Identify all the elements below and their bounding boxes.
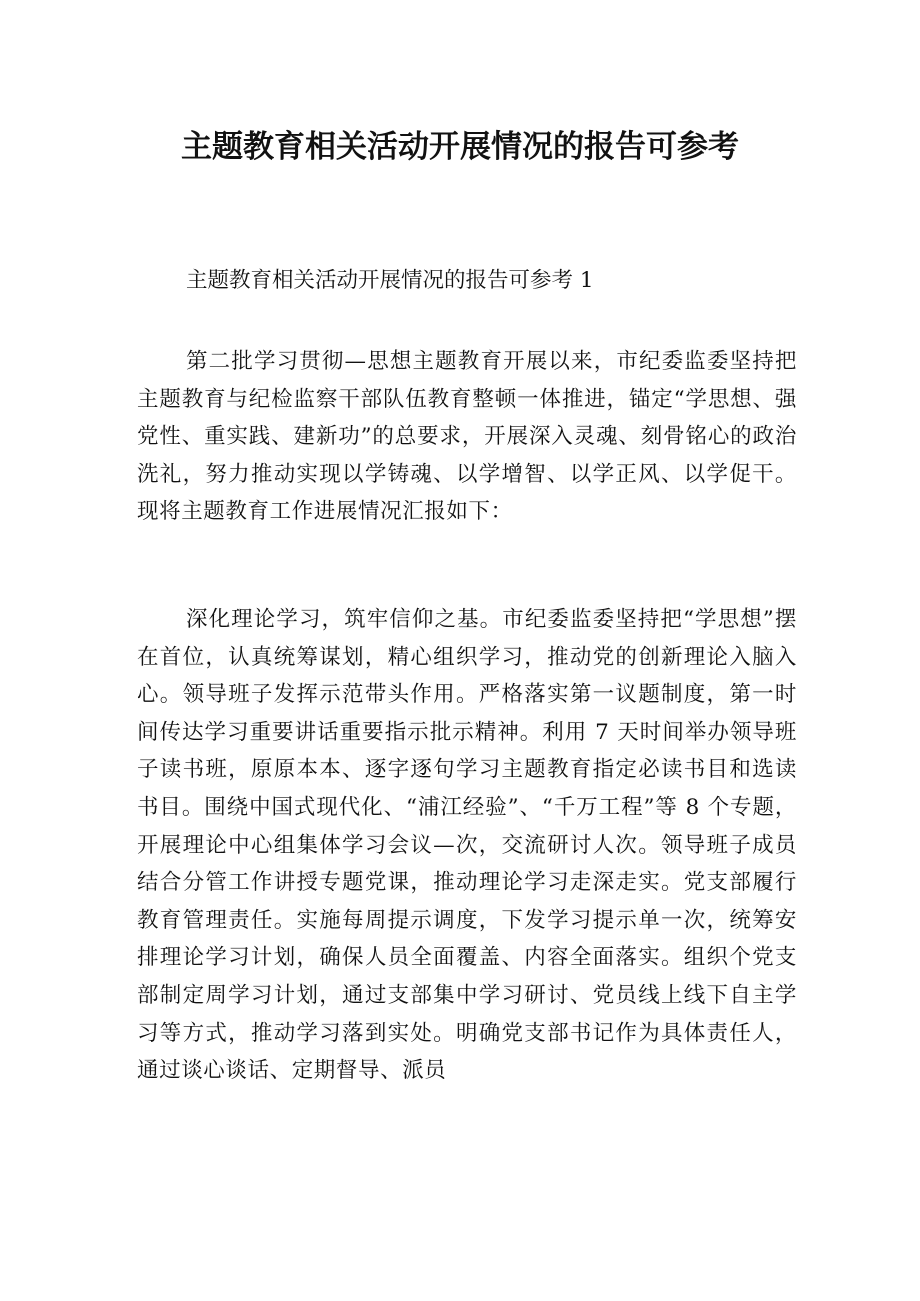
section-subtitle: 主题教育相关活动开展情况的报告可参考 1 [186, 268, 594, 293]
paragraph-intro: 第二批学习贯彻—思想主题教育开展以来，市纪委监委坚持把主题教育与纪检监察干部队伍教育整顿一体推进，锚定“学思想、强党性、重实践、建新功”的总要求，开展深入灵魂、刻骨铭心的政治洗礼，努力推动实现以学铸魂、以学增智、以学正风、以学促干。现将主题教育工作进展情况汇报如下： [137, 349, 797, 525]
paragraph-theory-study: 深化理论学习，筑牢信仰之基。市纪委监委坚持把“学思想”摆在首位，认真统筹谋划，精心组织学习，推动党的创新理论入脑入心。领导班子发挥示范带头作用。严格落实第一议题制度，第一时间传达学习重要讲话重要指示批示精神。利用 7 天时间举办领导班子读书班，原原本本、逐字逐句学习主题教育指定必读书目和选读书目。围绕中国式现代化、“浦江经验”、“千万工程”等 8 个专题，开展理论中心组集体学习会议—次，交流研讨人次。领导班子成员结合分管工作讲授专题党课，推动理论学习走深走实。党支部履行教育管理责任。实施每周提示调度，下发学习提示单一次，统筹安排理论学习计划，确保人员全面覆盖、内容全面落实。组织个党支部制定周学习计划，通过支部集中学习研讨、党员线上线下自主学习等方式，推动学习落到实处。明确党支部书记作为具体责任人，通过谈心谈话、定期督导、派员 [137, 607, 797, 1084]
document-title: 主题教育相关活动开展情况的报告可参考 [181, 129, 739, 165]
